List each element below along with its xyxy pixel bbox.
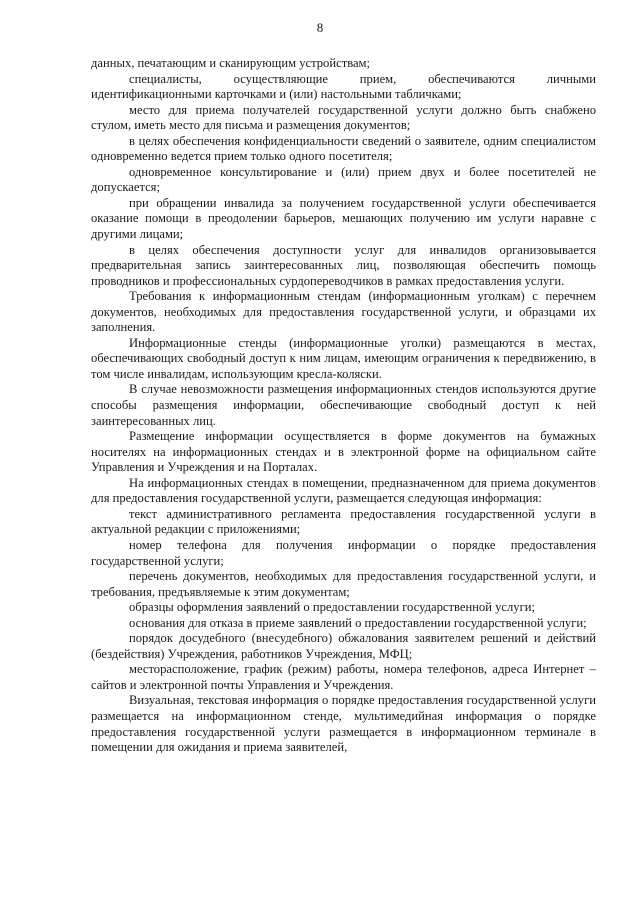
paragraph: при обращении инвалида за получением государственной услуги обеспечивается оказание помощи в преодолении барьеров, мешающих получению им услуги наравне с другими лицами; — [91, 195, 596, 242]
paragraph: перечень документов, необходимых для предоставления государственной услуги, и требования, предъявляемые к этим документам; — [91, 569, 596, 599]
paragraph: Визуальная, текстовая информация о порядке предоставления государственной услуги размещается на информационном стенде, мультимедийная информация о порядке предоставления государственной услуги размещается в информационном терминале в помещении для ожидания и приема заявителей, — [91, 693, 596, 755]
paragraph: Требования к информационным стендам (информационным уголкам) с перечнем документов, необходимых для предоставления государственной услуги, и образцами их заполнения. — [91, 289, 596, 335]
paragraph: данных, печатающим и сканирующим устройствам; — [91, 56, 371, 70]
paragraph: в целях обеспечения конфиденциальности сведений о заявителе, одним специалистом одновременно ведется прием только одного посетителя; — [91, 133, 596, 164]
paragraph: номер телефона для получения информации о порядке предоставления государственной услуги; — [91, 537, 596, 568]
paragraph: порядок досудебного (внесудебного) обжалования заявителем решений и действий (бездействия) Учреждения, работников Учреждения, МФЦ; — [91, 631, 596, 661]
paragraph: текст административного регламента предоставления государственной услуги в актуальной редакции с приложениями; — [91, 506, 596, 537]
body-text — [91, 56, 596, 756]
paragraph: основания для отказа в приеме заявлений о предоставлении государственной услуги; — [129, 615, 587, 630]
paragraph: в целях обеспечения доступности услуг для инвалидов организовывается предварительная запись заинтересованных лиц, позволяющая обеспечить помощь проводников и профессиональных сурдопереводчиков в рамках предоставления услуги. — [91, 242, 596, 288]
page-number: 8 — [316, 20, 324, 35]
paragraph: место для приема получателей государственной услуги должно быть снабжено стулом, иметь место для письма и размещения документов; — [91, 102, 596, 133]
paragraph: В случае невозможности размещения информационных стендов используются другие способы размещения информации, обеспечивающие свободный доступ к ней заинтересованных лиц. — [91, 382, 596, 428]
paragraph: специалисты, осуществляющие прием, обеспечиваются личными идентификационными карточками и (или) настольными табличками; — [91, 71, 596, 102]
paragraph: одновременное консультирование и (или) прием двух и более посетителей не допускается; — [91, 164, 596, 195]
paragraph: На информационных стендах в помещении, предназначенном для приема документов для предоставления государственной услуги, размещается следующая информация: — [91, 475, 596, 506]
paragraph: образцы оформления заявлений о предоставлении государственной услуги; — [129, 600, 535, 615]
paragraph: Размещение информации осуществляется в форме документов на бумажных носителях на информационных стендах и в электронной форме на официальном сайте Управления и Учреждения и на Порталах. — [91, 429, 596, 475]
paragraph: месторасположение, график (режим) работы, номера телефонов, адреса Интернет – сайтов и электронной почты Управления и Учреждения. — [91, 662, 596, 692]
paragraph: Информационные стенды (информационные уголки) размещаются в местах, обеспечивающих свободный доступ к ним лицам, имеющим ограничения к передвижению, в том числе инвалидам, использующим кресла-коляски. — [91, 335, 596, 381]
